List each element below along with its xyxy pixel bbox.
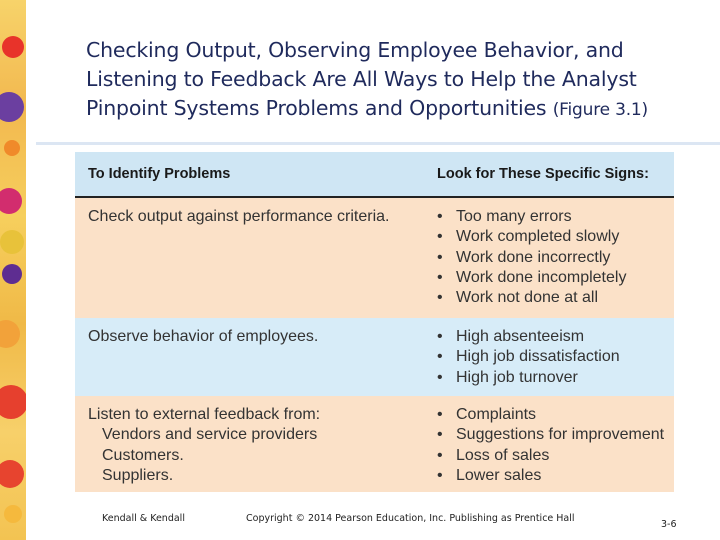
signs-list (437, 207, 626, 308)
decorative-dot (0, 460, 24, 488)
title-divider (36, 142, 720, 145)
signs-list (437, 405, 664, 486)
slide-title-text: Checking Output, Observing Employee Behavior, and Listening to Feedback Are All Ways to Help the Analyst Pinpoint Systems Problems and Opportunities (86, 38, 637, 120)
sign-item: • High absenteeism (437, 327, 620, 347)
slide-title (86, 36, 686, 125)
table-row-feedback (75, 396, 674, 492)
sign-item: • Lower sales (437, 466, 664, 486)
feedback-source: Vendors and service providers (102, 426, 318, 444)
decorative-dot (2, 264, 22, 284)
sign-item: • High job turnover (437, 368, 620, 388)
table-header (75, 152, 674, 198)
decorative-dot (0, 92, 24, 122)
table-row-behavior (75, 318, 674, 396)
decorative-dot (0, 188, 22, 214)
row-lead: Listen to external feedback from: (88, 406, 321, 423)
decorative-dot (4, 140, 20, 156)
figure-reference: (Figure 3.1) (552, 100, 648, 120)
sign-item: • Loss of sales (437, 446, 664, 466)
decorative-dot (0, 320, 20, 348)
decorative-dot (4, 505, 22, 523)
sign-item: • Suggestions for improvement (437, 425, 664, 445)
sign-item: • Too many errors (437, 207, 626, 227)
page-number: 3-6 (661, 519, 677, 530)
row-lead: Observe behavior of employees. (88, 328, 319, 345)
footer-copyright: Copyright © 2014 Pearson Education, Inc. Publishing as Prentice Hall (246, 513, 575, 524)
row-lead-block (88, 405, 320, 486)
decorative-dot (0, 385, 26, 419)
decorative-side-strip (0, 0, 26, 540)
footer-author: Kendall & Kendall (102, 513, 185, 524)
sign-item: • Work not done at all (437, 288, 626, 308)
sign-item: • Work completed slowly (437, 227, 626, 247)
feedback-source: Suppliers. (102, 466, 174, 484)
header-specific-signs: Look for These Specific Signs: (437, 166, 649, 182)
sign-item: • High job dissatisfaction (437, 347, 620, 367)
decorative-dot (2, 36, 24, 58)
table-row-output (75, 198, 674, 318)
signs-list (437, 327, 620, 388)
problem-signs-table (75, 152, 674, 492)
sign-item: • Work done incompletely (437, 268, 626, 288)
sign-item: • Work done incorrectly (437, 248, 626, 268)
feedback-source: Customers. (102, 446, 184, 464)
decorative-dot (0, 230, 24, 254)
row-lead: Check output against performance criteria. (88, 208, 390, 225)
sign-item: • Complaints (437, 405, 664, 425)
header-identify-problems: To Identify Problems (88, 166, 231, 182)
